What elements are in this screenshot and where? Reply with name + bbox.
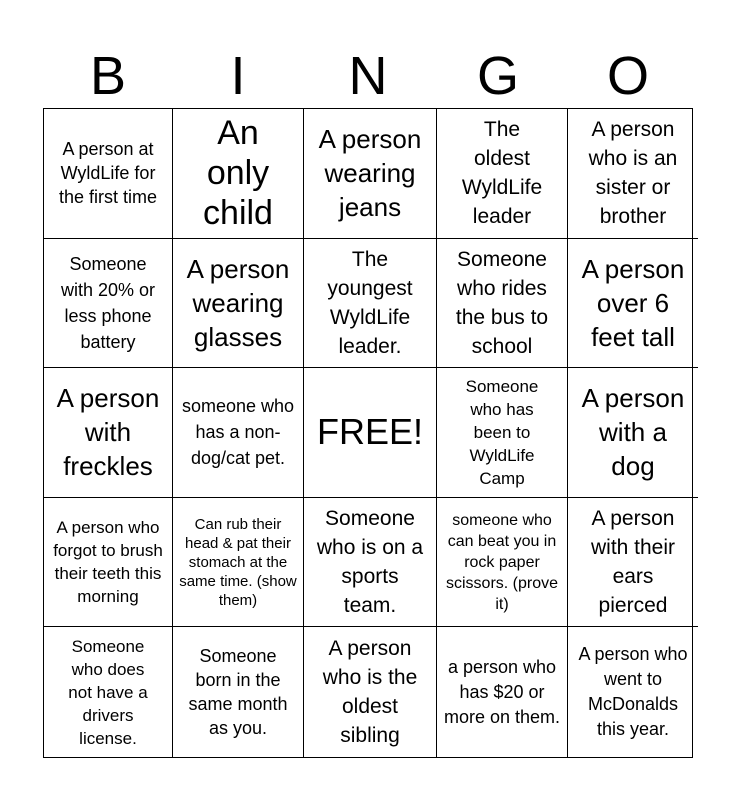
header-letter-b: B <box>89 46 127 106</box>
bingo-cell[interactable] <box>173 368 304 498</box>
bingo-cell[interactable] <box>568 627 698 757</box>
bingo-header <box>43 44 693 108</box>
cell-text: Someone with 20% or less phone battery <box>60 253 156 352</box>
header-letter-n: N <box>348 46 388 106</box>
cell-text: A person who is the oldest sibling <box>322 637 418 748</box>
cell-text: A person wearing glasses <box>186 253 290 352</box>
bingo-cell[interactable] <box>44 627 173 757</box>
header-letter-g: G <box>476 46 519 106</box>
bingo-cell[interactable] <box>304 627 437 757</box>
bingo-cell[interactable] <box>568 109 698 239</box>
bingo-cell[interactable] <box>44 239 173 369</box>
bingo-cell[interactable] <box>304 239 437 369</box>
bingo-cell[interactable] <box>568 368 698 498</box>
cell-text: A person with their ears pierced <box>590 507 676 618</box>
cell-text: A person at WyldLife for the first time <box>58 139 158 208</box>
bingo-cell[interactable] <box>437 627 568 757</box>
bingo-cell[interactable] <box>304 498 437 628</box>
bingo-card-grid <box>43 108 693 758</box>
bingo-cell[interactable] <box>437 498 568 628</box>
cell-text: a person who has $20 or more on them. <box>443 656 561 727</box>
cell-text: A person with a dog <box>581 383 685 482</box>
bingo-cell[interactable] <box>437 239 568 369</box>
bingo-cell[interactable] <box>44 498 173 628</box>
cell-text: A person who is an sister or brother <box>588 118 678 229</box>
bingo-cell[interactable] <box>568 239 698 369</box>
header-letter-i: I <box>230 46 246 106</box>
cell-text: Someone who is on a sports team. <box>316 507 424 618</box>
cell-text: An only child <box>203 114 273 233</box>
cell-text: A person wearing jeans <box>318 124 422 223</box>
cell-text: Someone who does not have a drivers license. <box>68 636 148 748</box>
bingo-cell[interactable] <box>304 109 437 239</box>
cell-text: A person over 6 feet tall <box>581 253 685 352</box>
bingo-cell[interactable] <box>437 368 568 498</box>
bingo-cell[interactable] <box>568 498 698 628</box>
cell-text: Someone born in the same month as you. <box>188 646 288 739</box>
cell-text: FREE! <box>316 411 423 453</box>
bingo-cell[interactable] <box>44 368 173 498</box>
bingo-cell[interactable] <box>173 109 304 239</box>
bingo-cell[interactable] <box>173 239 304 369</box>
cell-text: someone who has a non-dog/cat pet. <box>181 396 295 469</box>
bingo-cell[interactable] <box>44 109 173 239</box>
cell-text: A person who forgot to brush their teeth this morning <box>53 518 163 607</box>
cell-text: The youngest WyldLife leader. <box>327 247 413 358</box>
header-letter-o: O <box>606 46 649 106</box>
bingo-cell[interactable] <box>304 368 437 498</box>
bingo-cell[interactable] <box>173 627 304 757</box>
cell-text: A person who went to McDonalds this year. <box>578 644 688 740</box>
bingo-cell[interactable] <box>173 498 304 628</box>
cell-text: someone who can beat you in rock paper scissors. (prove it) <box>445 511 559 613</box>
bingo-cell[interactable] <box>437 109 568 239</box>
cell-text: Someone who has been to WyldLife Camp <box>465 376 539 488</box>
cell-text: Can rub their head & pat their stomach at the same time. (show them) <box>179 515 297 609</box>
cell-text: The oldest WyldLife leader <box>461 118 543 229</box>
cell-text: A person with freckles <box>56 383 160 482</box>
cell-text: Someone who rides the bus to school <box>455 247 549 358</box>
